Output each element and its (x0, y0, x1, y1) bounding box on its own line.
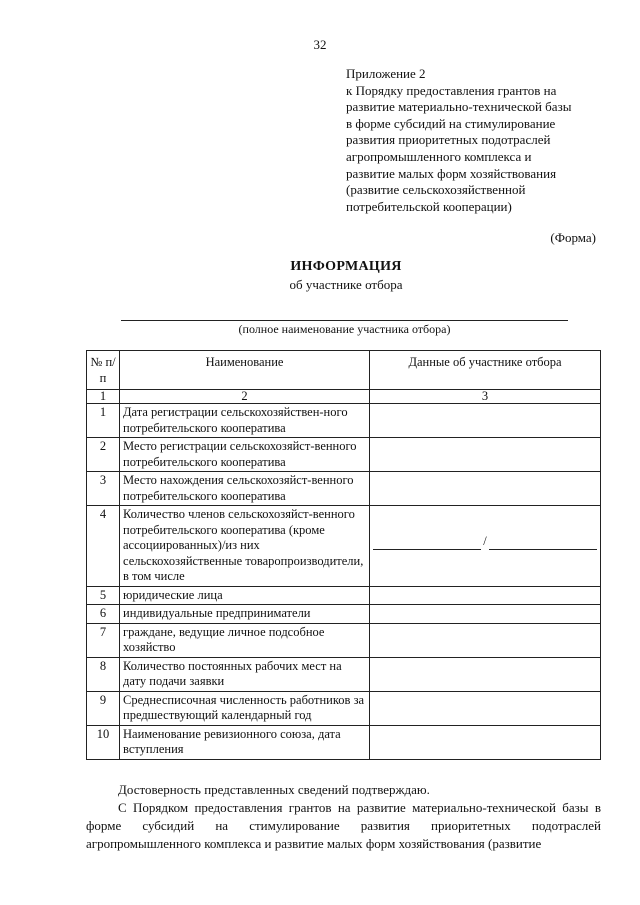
appendix-line: развития приоритетных подотраслей (346, 132, 551, 148)
column-number: 3 (370, 390, 601, 404)
appendix-line: развитие материально-технической базы (346, 99, 572, 115)
document-subtitle: об участнике отбора (289, 277, 403, 292)
column-number: 1 (87, 390, 120, 404)
page-number: 32 (313, 37, 327, 52)
appendix-line: (развитие сельскохозяйственной (346, 182, 526, 198)
row-name: индивидуальные предприниматели (120, 605, 370, 624)
row-data-cell[interactable] (370, 725, 601, 759)
row-number: 3 (87, 472, 120, 506)
row-data-cell[interactable] (370, 623, 601, 657)
table-row (87, 506, 601, 587)
participant-name-caption: (полное наименование участника отбора) (238, 322, 451, 336)
row-number: 10 (87, 725, 120, 759)
table-row (87, 657, 601, 691)
row-name: Дата регистрации сельскохозяйствен-ного потребительского кооператива (120, 404, 370, 438)
members-separator: / (483, 534, 487, 548)
table-row (87, 404, 601, 438)
members-total-blank[interactable] (373, 538, 481, 550)
members-producers-blank[interactable] (489, 538, 597, 550)
row-name: Количество постоянных рабочих мест на дату подачи заявки (120, 657, 370, 691)
row-data-cell[interactable] (370, 404, 601, 438)
document-title: ИНФОРМАЦИЯ (290, 259, 402, 274)
row-data-cell[interactable] (370, 506, 601, 587)
confirmation-text: Достоверность представленных сведений подтверждаю. (118, 782, 430, 797)
row-data-cell[interactable] (370, 657, 601, 691)
members-fill-field[interactable] (373, 534, 597, 550)
appendix-header (346, 66, 626, 215)
appendix-line: к Порядку предоставления грантов на (346, 82, 557, 98)
column-number: 2 (120, 390, 370, 404)
table-row (87, 623, 601, 657)
row-data-cell[interactable] (370, 586, 601, 605)
table-row (87, 691, 601, 725)
table-row (87, 472, 601, 506)
row-name: Место нахождения сельскохозяйст-венного потребительского кооператива (120, 472, 370, 506)
appendix-line: потребительской кооперации) (346, 198, 512, 214)
appendix-line: в форме субсидий на стимулирование (346, 115, 556, 131)
appendix-line: агропромышленного комплекса и (346, 148, 532, 164)
form-label: (Форма) (550, 230, 596, 245)
row-number: 4 (87, 506, 120, 587)
header-name: Наименование (120, 351, 370, 390)
header-data: Данные об участнике отбора (370, 351, 601, 390)
table-row (87, 725, 601, 759)
column-number-row (87, 390, 601, 404)
row-data-cell[interactable] (370, 691, 601, 725)
table-header-row (87, 351, 601, 390)
row-name: Место регистрации сельскохозяйст-венного потребительского кооператива (120, 438, 370, 472)
table-row (87, 438, 601, 472)
row-name: Наименование ревизионного союза, дата вступления (120, 725, 370, 759)
participant-info-table (86, 350, 601, 760)
row-number: 2 (87, 438, 120, 472)
appendix-line: развитие малых форм хозяйствования (346, 165, 557, 181)
participant-name-line[interactable] (121, 320, 568, 321)
procedure-text: С Порядком предоставления грантов на развитие материально-технической базы в форме субсидий на стимулирование развития приоритетных подотраслей агропромышленного комплекса и развитие малых форм хозяйствования (развитие (86, 800, 601, 851)
row-name: Среднесписочная численность работников за предшествующий календарный год (120, 691, 370, 725)
table-row (87, 605, 601, 624)
row-number: 9 (87, 691, 120, 725)
row-number: 8 (87, 657, 120, 691)
header-num: № п/п (87, 351, 120, 390)
appendix-line: Приложение 2 (346, 66, 426, 81)
row-name: юридические лица (120, 586, 370, 605)
row-number: 6 (87, 605, 120, 624)
row-number: 7 (87, 623, 120, 657)
row-data-cell[interactable] (370, 438, 601, 472)
row-data-cell[interactable] (370, 472, 601, 506)
row-name: граждане, ведущие личное подсобное хозяйство (120, 623, 370, 657)
table-row (87, 586, 601, 605)
row-data-cell[interactable] (370, 605, 601, 624)
row-number: 1 (87, 404, 120, 438)
row-number: 5 (87, 586, 120, 605)
row-name: Количество членов сельскохозяйст-венного потребительского кооператива (кроме ассоциированных)/из них сельскохозяйственные товаропроизводители, в том числе (120, 506, 370, 587)
